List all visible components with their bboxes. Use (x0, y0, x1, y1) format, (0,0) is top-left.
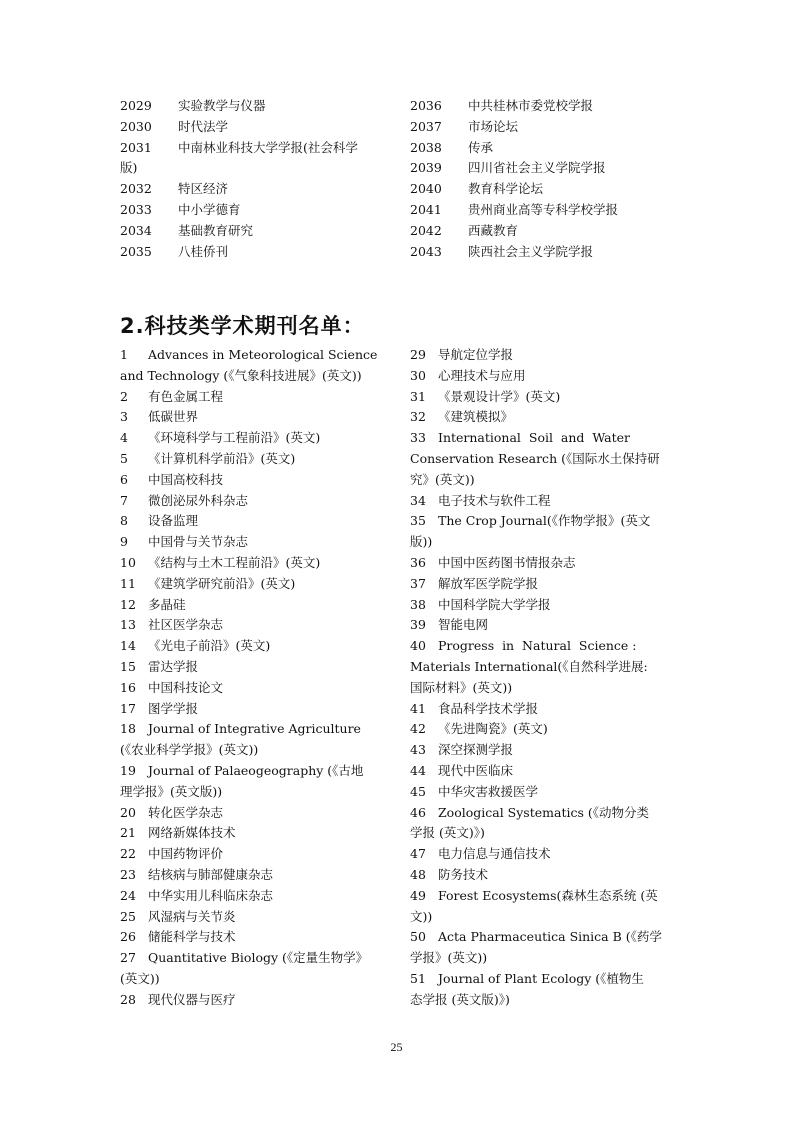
journal-list-left (120, 345, 384, 1011)
list-item (120, 179, 384, 200)
list-item-line (120, 803, 384, 824)
list-item (120, 636, 384, 657)
list-item (410, 699, 674, 720)
item-number: 27 (120, 950, 136, 966)
item-title: 智能电网 (438, 617, 489, 633)
item-number: 2042 (410, 222, 442, 238)
list-item-line (410, 782, 674, 803)
item-number: 24 (120, 887, 136, 903)
item-number: 2038 (410, 139, 442, 155)
item-title: 设备监理 (148, 513, 199, 529)
list-item (120, 615, 384, 636)
item-title: 食品科学技术学报 (438, 700, 539, 716)
item-title: 国际材料》(英文)) (410, 679, 513, 695)
item-number: 4 (120, 430, 128, 446)
item-number: 19 (120, 762, 136, 778)
item-title: 贵州商业高等专科学校学报 (468, 201, 619, 217)
item-title: (《农业科学学报》(英文)) (120, 742, 259, 758)
list-item (120, 844, 384, 865)
item-number: 51 (410, 970, 426, 986)
item-title: 中国骨与关节杂志 (148, 534, 249, 550)
list-item-line (120, 428, 384, 449)
list-item-line (120, 719, 384, 740)
item-title: 西藏教育 (468, 222, 519, 238)
list-item-line (120, 595, 384, 616)
item-number: 1 (120, 347, 128, 362)
list-item (120, 595, 384, 616)
item-number: 23 (120, 866, 136, 882)
list-item-line (120, 491, 384, 512)
list-item-line (410, 366, 674, 387)
list-item (120, 117, 384, 138)
list-item (120, 532, 384, 553)
list-item-line (410, 553, 674, 574)
list-item-line (410, 470, 674, 491)
list-item-line (120, 532, 384, 553)
list-item-line (120, 96, 384, 117)
list-item-line (410, 844, 674, 865)
list-item (120, 470, 384, 491)
top-list-right (410, 96, 674, 262)
item-number: 31 (410, 388, 426, 404)
item-title: 《景观设计学》(英文) (438, 388, 561, 404)
item-number: 2029 (120, 98, 152, 113)
list-item (120, 803, 384, 824)
list-item (120, 678, 384, 699)
list-item-line (120, 200, 384, 221)
journal-list-right (410, 345, 674, 1011)
item-number: 41 (410, 700, 426, 716)
list-item-line (120, 907, 384, 928)
item-title: 《建筑学研究前沿》(英文) (148, 575, 296, 591)
list-item-line (410, 532, 674, 553)
list-item-line (410, 345, 674, 366)
list-item-line (410, 242, 674, 263)
item-number: 49 (410, 887, 426, 903)
list-item-line (120, 407, 384, 428)
item-number: 32 (410, 409, 426, 425)
item-title: 中国中医药图书情报杂志 (438, 554, 576, 570)
list-item-line (120, 574, 384, 595)
list-item (410, 387, 674, 408)
list-item-line (120, 387, 384, 408)
item-title: 结核病与肺部健康杂志 (148, 866, 274, 882)
list-item (120, 221, 384, 242)
list-item-line (410, 865, 674, 886)
list-item (410, 636, 674, 698)
list-item (410, 138, 674, 159)
item-number: 14 (120, 638, 136, 654)
list-item-line (410, 138, 674, 159)
list-item-line (410, 449, 674, 470)
item-title: 特区经济 (178, 181, 229, 197)
item-title: 中南林业科技大学学报(社会科学 (178, 139, 358, 155)
item-title: 学报》(英文)) (410, 950, 488, 966)
item-number: 10 (120, 554, 136, 570)
list-item (410, 927, 674, 969)
item-number: 26 (120, 929, 136, 945)
item-title: 时代法学 (178, 118, 229, 134)
list-item (410, 865, 674, 886)
item-number: 43 (410, 742, 426, 758)
item-title: 《建筑模拟》 (438, 409, 514, 425)
item-title: 微创泌尿外科杂志 (148, 492, 249, 508)
list-item (410, 511, 674, 553)
item-title: 版)) (410, 534, 433, 550)
item-title: 导航定位学报 (438, 347, 514, 362)
item-number: 22 (120, 846, 136, 862)
list-item-line (120, 345, 384, 366)
list-item (120, 699, 384, 720)
list-item (410, 553, 674, 574)
item-title: 究》(英文)) (410, 471, 475, 487)
item-title: Forest Ecosystems(森林生态系统 (英 (438, 887, 658, 903)
item-title: 《先进陶瓷》(英文) (438, 721, 548, 737)
item-title: 解放军医学院学报 (438, 575, 539, 591)
list-item-line (410, 595, 674, 616)
item-number: 17 (120, 700, 136, 716)
item-title: Quantitative Biology (《定量生物学》 (148, 950, 369, 966)
list-item-line (120, 886, 384, 907)
list-item-line (120, 366, 384, 387)
list-item (120, 242, 384, 263)
list-item-line (120, 740, 384, 761)
list-item (120, 96, 384, 117)
item-title: Journal of Palaeogeography (《古地 (148, 762, 364, 778)
list-item-line (410, 387, 674, 408)
top-list-left (120, 96, 384, 262)
list-item-line (410, 699, 674, 720)
item-title: Advances in Meteorological Science (148, 347, 378, 362)
item-number: 45 (410, 783, 426, 799)
list-item (410, 428, 674, 490)
list-item-line (120, 761, 384, 782)
item-title: 实验教学与仪器 (178, 98, 266, 113)
list-item (120, 200, 384, 221)
list-item-line (120, 948, 384, 969)
list-item (410, 719, 674, 740)
item-number: 6 (120, 471, 128, 487)
item-number: 30 (410, 367, 426, 383)
list-item (120, 345, 384, 387)
item-number: 2036 (410, 98, 442, 113)
list-item-line (120, 615, 384, 636)
item-title: 图学学报 (148, 700, 199, 716)
item-number: 37 (410, 575, 426, 591)
item-number: 5 (120, 450, 128, 466)
list-item (410, 117, 674, 138)
list-item (410, 969, 674, 1011)
item-number: 7 (120, 492, 128, 508)
list-item-line (410, 823, 674, 844)
list-item (120, 886, 384, 907)
list-item-line (410, 574, 674, 595)
list-item-line (410, 96, 674, 117)
item-title: 传承 (468, 139, 494, 155)
list-item-line (120, 242, 384, 263)
item-number: 34 (410, 492, 426, 508)
item-number: 25 (120, 908, 136, 924)
list-item-line (120, 179, 384, 200)
item-title: 基础教育研究 (178, 222, 254, 238)
item-number: 2030 (120, 118, 152, 134)
item-title: Journal of Plant Ecology (《植物生 (438, 970, 644, 986)
list-item (410, 595, 674, 616)
item-number: 29 (410, 347, 426, 362)
item-title: The Crop Journal(《作物学报》(英文 (438, 513, 651, 529)
item-title: 中国科学院大学学报 (438, 596, 551, 612)
item-title: 现代中医临床 (438, 762, 514, 778)
item-number: 50 (410, 929, 426, 945)
list-item (120, 761, 384, 803)
list-item (410, 574, 674, 595)
list-item-line (410, 179, 674, 200)
list-item (120, 511, 384, 532)
item-title: 中国科技论文 (148, 679, 224, 695)
item-title: 《结构与土木工程前沿》(英文) (148, 554, 321, 570)
item-number: 16 (120, 679, 136, 695)
list-item-line (410, 927, 674, 948)
list-item (410, 200, 674, 221)
list-item (120, 719, 384, 761)
item-title: 社区医学杂志 (148, 617, 224, 633)
list-item (410, 221, 674, 242)
item-title: 储能科学与技术 (148, 929, 236, 945)
list-item (410, 179, 674, 200)
list-item-line (410, 117, 674, 138)
item-title: 有色金属工程 (148, 388, 224, 404)
item-number: 2032 (120, 181, 152, 197)
item-number: 44 (410, 762, 426, 778)
list-item-line (410, 636, 674, 657)
item-number: 2037 (410, 118, 442, 134)
item-number: 15 (120, 658, 136, 674)
list-item-line (410, 491, 674, 512)
item-title: 四川省社会主义学院学报 (468, 160, 606, 176)
list-item (410, 615, 674, 636)
item-number: 38 (410, 596, 426, 612)
list-item-line (120, 138, 384, 159)
list-item-line (120, 678, 384, 699)
item-title: 市场论坛 (468, 118, 519, 134)
item-number: 11 (120, 575, 136, 591)
item-title: 中华灾害救援医学 (438, 783, 539, 799)
list-item (120, 428, 384, 449)
item-number: 47 (410, 846, 426, 862)
item-number: 18 (120, 721, 136, 737)
list-item-line (120, 969, 384, 990)
item-title: 文)) (410, 908, 433, 924)
item-title: 电子技术与软件工程 (438, 492, 551, 508)
item-number: 46 (410, 804, 426, 820)
list-item (120, 387, 384, 408)
list-item-line (120, 823, 384, 844)
list-item-line (410, 428, 674, 449)
item-title: 深空探测学报 (438, 742, 514, 758)
item-title: 《环境科学与工程前沿》(英文) (148, 430, 321, 446)
item-title: 低碳世界 (148, 409, 199, 425)
item-title: 《计算机科学前沿》(英文) (148, 450, 296, 466)
item-number: 2040 (410, 181, 442, 197)
item-number: 8 (120, 513, 128, 529)
list-item-line (410, 907, 674, 928)
item-number: 28 (120, 991, 136, 1007)
item-title: Materials International(《自然科学进展: (410, 658, 648, 674)
item-number: 2034 (120, 222, 152, 238)
item-number: 12 (120, 596, 136, 612)
item-title: (英文)) (120, 970, 160, 986)
list-item-line (410, 407, 674, 428)
list-item-line (120, 511, 384, 532)
item-title: 网络新媒体技术 (148, 825, 236, 841)
list-item (410, 740, 674, 761)
item-number: 20 (120, 804, 136, 820)
list-item (120, 907, 384, 928)
item-title: 防务技术 (438, 866, 489, 882)
list-item-line (410, 719, 674, 740)
list-item-line (120, 844, 384, 865)
item-title: International Soil and Water (438, 430, 630, 446)
list-item-line (410, 158, 674, 179)
item-title: Journal of Integrative Agriculture (148, 721, 361, 737)
item-title: Conservation Research (《国际水土保持研 (410, 450, 660, 466)
list-item-line (120, 657, 384, 678)
list-item-line (410, 886, 674, 907)
list-item (120, 491, 384, 512)
list-item-line (410, 969, 674, 990)
list-item (120, 927, 384, 948)
item-number: 2043 (410, 243, 442, 259)
item-number: 40 (410, 638, 426, 654)
item-title: Zoological Systematics (《动物分类 (438, 804, 649, 820)
list-item (410, 242, 674, 263)
list-item-line (120, 865, 384, 886)
item-number: 39 (410, 617, 426, 633)
item-title: 中小学德育 (178, 201, 241, 217)
item-number: 9 (120, 534, 128, 550)
item-title: 中共桂林市委党校学报 (468, 98, 594, 113)
item-title: 中华实用儿科临床杂志 (148, 887, 274, 903)
item-number: 2033 (120, 201, 152, 217)
list-item-line (120, 990, 384, 1011)
item-title: 教育科学论坛 (468, 181, 544, 197)
list-item-line (410, 990, 674, 1011)
list-item-line (120, 449, 384, 470)
item-title: Progress in Natural Science : (438, 638, 637, 654)
list-item-line (410, 221, 674, 242)
list-item-line (410, 761, 674, 782)
page-number: 25 (390, 1040, 403, 1054)
list-item (120, 990, 384, 1011)
list-item-line (120, 927, 384, 948)
item-title: and Technology (《气象科技进展》(英文)) (120, 367, 362, 383)
list-item (410, 158, 674, 179)
item-title: 陕西社会主义学院学报 (468, 243, 594, 259)
list-item (120, 138, 384, 180)
item-title: 多晶硅 (148, 596, 186, 612)
item-title: 八桂侨刊 (178, 243, 229, 259)
list-item-line (410, 803, 674, 824)
list-item (120, 823, 384, 844)
list-item-line (120, 158, 384, 179)
list-item (120, 407, 384, 428)
item-title: 电力信息与通信技术 (438, 846, 551, 862)
list-item-line (120, 636, 384, 657)
list-item (410, 491, 674, 512)
item-title: 理学报》(英文版)) (120, 783, 223, 799)
list-item-line (120, 470, 384, 491)
item-title: 版) (120, 160, 138, 176)
list-item (120, 553, 384, 574)
item-number: 2039 (410, 160, 442, 176)
list-item-line (120, 117, 384, 138)
item-title: 雷达学报 (148, 658, 199, 674)
list-item (410, 886, 674, 928)
item-number: 35 (410, 513, 426, 529)
item-number: 42 (410, 721, 426, 737)
item-number: 21 (120, 825, 136, 841)
section-heading: 2.科技类学术期刊名单： (120, 314, 365, 338)
item-number: 13 (120, 617, 136, 633)
list-item (120, 449, 384, 470)
list-item-line (410, 678, 674, 699)
list-item (410, 844, 674, 865)
list-item-line (410, 615, 674, 636)
item-title: 中国高校科技 (148, 471, 224, 487)
item-title: 转化医学杂志 (148, 804, 224, 820)
list-item-line (410, 200, 674, 221)
item-title: 学报 (英文)》) (410, 825, 485, 841)
item-number: 48 (410, 866, 426, 882)
list-item-line (120, 553, 384, 574)
list-item-line (120, 782, 384, 803)
list-item-line (410, 948, 674, 969)
list-item (120, 865, 384, 886)
item-number: 2035 (120, 243, 152, 259)
item-title: 风湿病与关节炎 (148, 908, 236, 924)
item-title: 心理技术与应用 (438, 367, 526, 383)
list-item (410, 761, 674, 782)
list-item (410, 96, 674, 117)
item-number: 2031 (120, 139, 152, 155)
item-number: 3 (120, 409, 128, 425)
item-number: 2041 (410, 201, 442, 217)
list-item (410, 407, 674, 428)
item-title: 《光电子前沿》(英文) (148, 638, 271, 654)
item-title: 中国药物评价 (148, 846, 224, 862)
item-number: 33 (410, 430, 426, 446)
list-item (120, 574, 384, 595)
list-item-line (120, 699, 384, 720)
list-item-line (410, 740, 674, 761)
list-item (410, 782, 674, 803)
list-item (120, 948, 384, 990)
list-item (120, 657, 384, 678)
item-title: 态学报 (英文版)》) (410, 991, 510, 1007)
item-number: 2 (120, 388, 128, 404)
list-item (410, 366, 674, 387)
list-item-line (410, 657, 674, 678)
list-item-line (120, 221, 384, 242)
list-item (410, 345, 674, 366)
item-title: 现代仪器与医疗 (148, 991, 236, 1007)
item-number: 36 (410, 554, 426, 570)
item-title: Acta Pharmaceutica Sinica B (《药学 (438, 929, 662, 945)
list-item-line (410, 511, 674, 532)
list-item (410, 803, 674, 845)
